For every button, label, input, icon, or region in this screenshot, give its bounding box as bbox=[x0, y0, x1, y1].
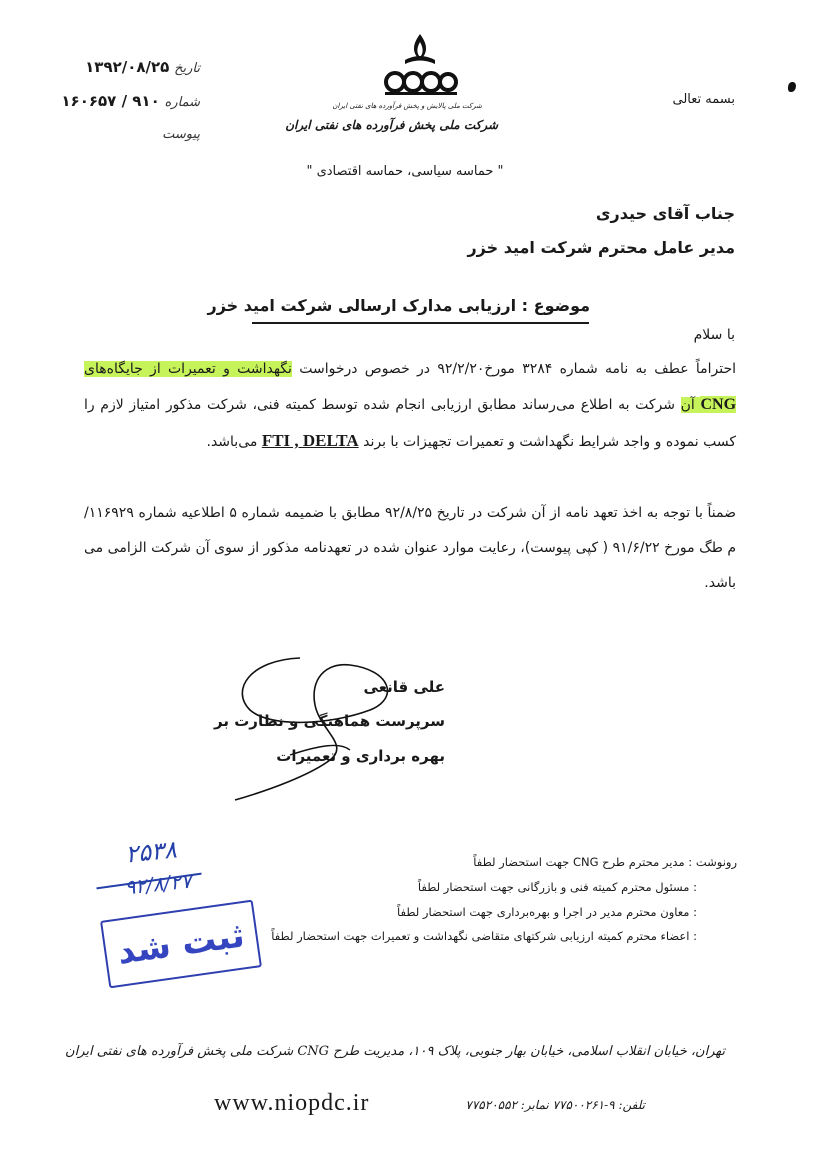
company-logo bbox=[375, 30, 465, 100]
greeting: با سلام bbox=[693, 327, 735, 343]
letter-number: ۹۱۰ / ۱۶۰۶۵۷ bbox=[61, 92, 160, 110]
registered-stamp-text: ثبت شد bbox=[115, 915, 247, 973]
signatory-title-1: سرپرست هماهنگی و نظارت بر bbox=[214, 712, 445, 730]
p1-highlight-3: آن bbox=[680, 397, 701, 413]
cc-item-4: : اعضاء محترم کمیته ارزیابی شرکتهای متقاضی نگهداشت و تعمیرات جهت استحضار لطفاً bbox=[271, 929, 697, 943]
signatory-name: علی قانعی bbox=[363, 678, 445, 696]
number-line bbox=[61, 92, 200, 110]
date-line bbox=[82, 58, 200, 76]
footer-website: www.niopdc.ir bbox=[214, 1090, 370, 1116]
company-small-caption: شرکت ملی پالایش و پخش فرآورده های نفتی ایران bbox=[332, 102, 482, 110]
registered-stamp bbox=[100, 900, 262, 989]
p1-highlight-2: تعمیرات از جایگاه‌های bbox=[84, 361, 216, 377]
ink-speck bbox=[788, 82, 796, 92]
cc-item-2: : مسئول محترم کمیته فنی و بازرگانی جهت استحضار لطفاً bbox=[417, 880, 697, 894]
number-label: شماره bbox=[164, 95, 200, 110]
cc-item-1: رونوشت : مدیر محترم طرح CNG جهت استحضار لطفاً bbox=[473, 855, 737, 869]
handwritten-register-date: ۹۲/۸/۲۷ bbox=[123, 868, 193, 900]
cc-item-3: : معاون محترم مدیر در اجرا و بهره‌برداری جهت استحضار لطفاً bbox=[397, 905, 697, 919]
subject-line: موضوع : ارزیابی مدارک ارسالی شرکت امید خزر bbox=[207, 296, 590, 315]
basmala: بسمه تعالی bbox=[672, 92, 735, 107]
p1-text-b: شرکت به اطلاع می‌رساند مطابق ارزیابی انجام شده توسط کمیته فنی، شرکت مذکور امتیاز لازم را کسب نموده و واجد شرایط نگهداشت و تعمیرات تجهیزات با برند bbox=[84, 397, 736, 450]
slogan: " حماسه سیاسی، حماسه اقتصادی " bbox=[306, 164, 504, 179]
letter-date: ۱۳۹۲/۰۸/۲۵ bbox=[85, 58, 170, 76]
p1-cng: CNG bbox=[700, 396, 737, 413]
p1-text-a: احتراماً عطف به نامه شماره ۳۲۸۴ مورخ۹۲/۲/۲۰ در خصوص درخواست bbox=[291, 361, 736, 377]
company-name: شرکت ملی پخش فرآورده های نفتی ایران bbox=[285, 118, 498, 132]
attachment-line bbox=[150, 124, 200, 142]
p1-brand: FTI , DELTA bbox=[261, 431, 359, 450]
recipient-name: جناب آقای حیدری bbox=[595, 204, 735, 223]
p1-text-c: می‌باشد. bbox=[206, 434, 262, 450]
footer-phone: تلفن: ۹-۷۷۵۰۰۲۶۱ نمابر: ۷۷۵۲۰۵۵۲ bbox=[465, 1098, 645, 1112]
footer-address: تهران، خیابان انقلاب اسلامی، خیابان بهار جنوبی، پلاک ۱۰۹، مدیریت طرح CNG شرکت ملی پخش فرآورده های نفتی ایران bbox=[65, 1044, 725, 1059]
handwritten-register-number: ۲۵۳۸ bbox=[123, 835, 179, 869]
body-paragraph-2: ضمناً با توجه به اخذ تعهد نامه از آن شرکت در تاریخ ۹۲/۸/۲۵ مطابق با ضمیمه شماره ۵ اطلاعیه شماره ۱۱۶۹۲۹/م طگ مورخ ۹۱/۶/۲۲ ( کپی پیوست)، رعایت موارد عنوان شده در تعهدنامه مذکور از سوی آن شرکت الزامی می باشد. bbox=[84, 505, 736, 591]
attachment-label: پیوست bbox=[162, 127, 200, 142]
flame-emblem-icon bbox=[375, 30, 465, 100]
recipient-title: مدیر عامل محترم شرکت امید خزر bbox=[467, 238, 735, 257]
body-paragraph-1 bbox=[84, 352, 736, 460]
p1-highlight-1: نگهداشت و bbox=[215, 361, 292, 377]
date-label: تاریخ bbox=[174, 61, 200, 76]
signatory-title-2: بهره برداری و تعمیرات bbox=[276, 747, 445, 765]
subject-underline bbox=[252, 322, 589, 324]
